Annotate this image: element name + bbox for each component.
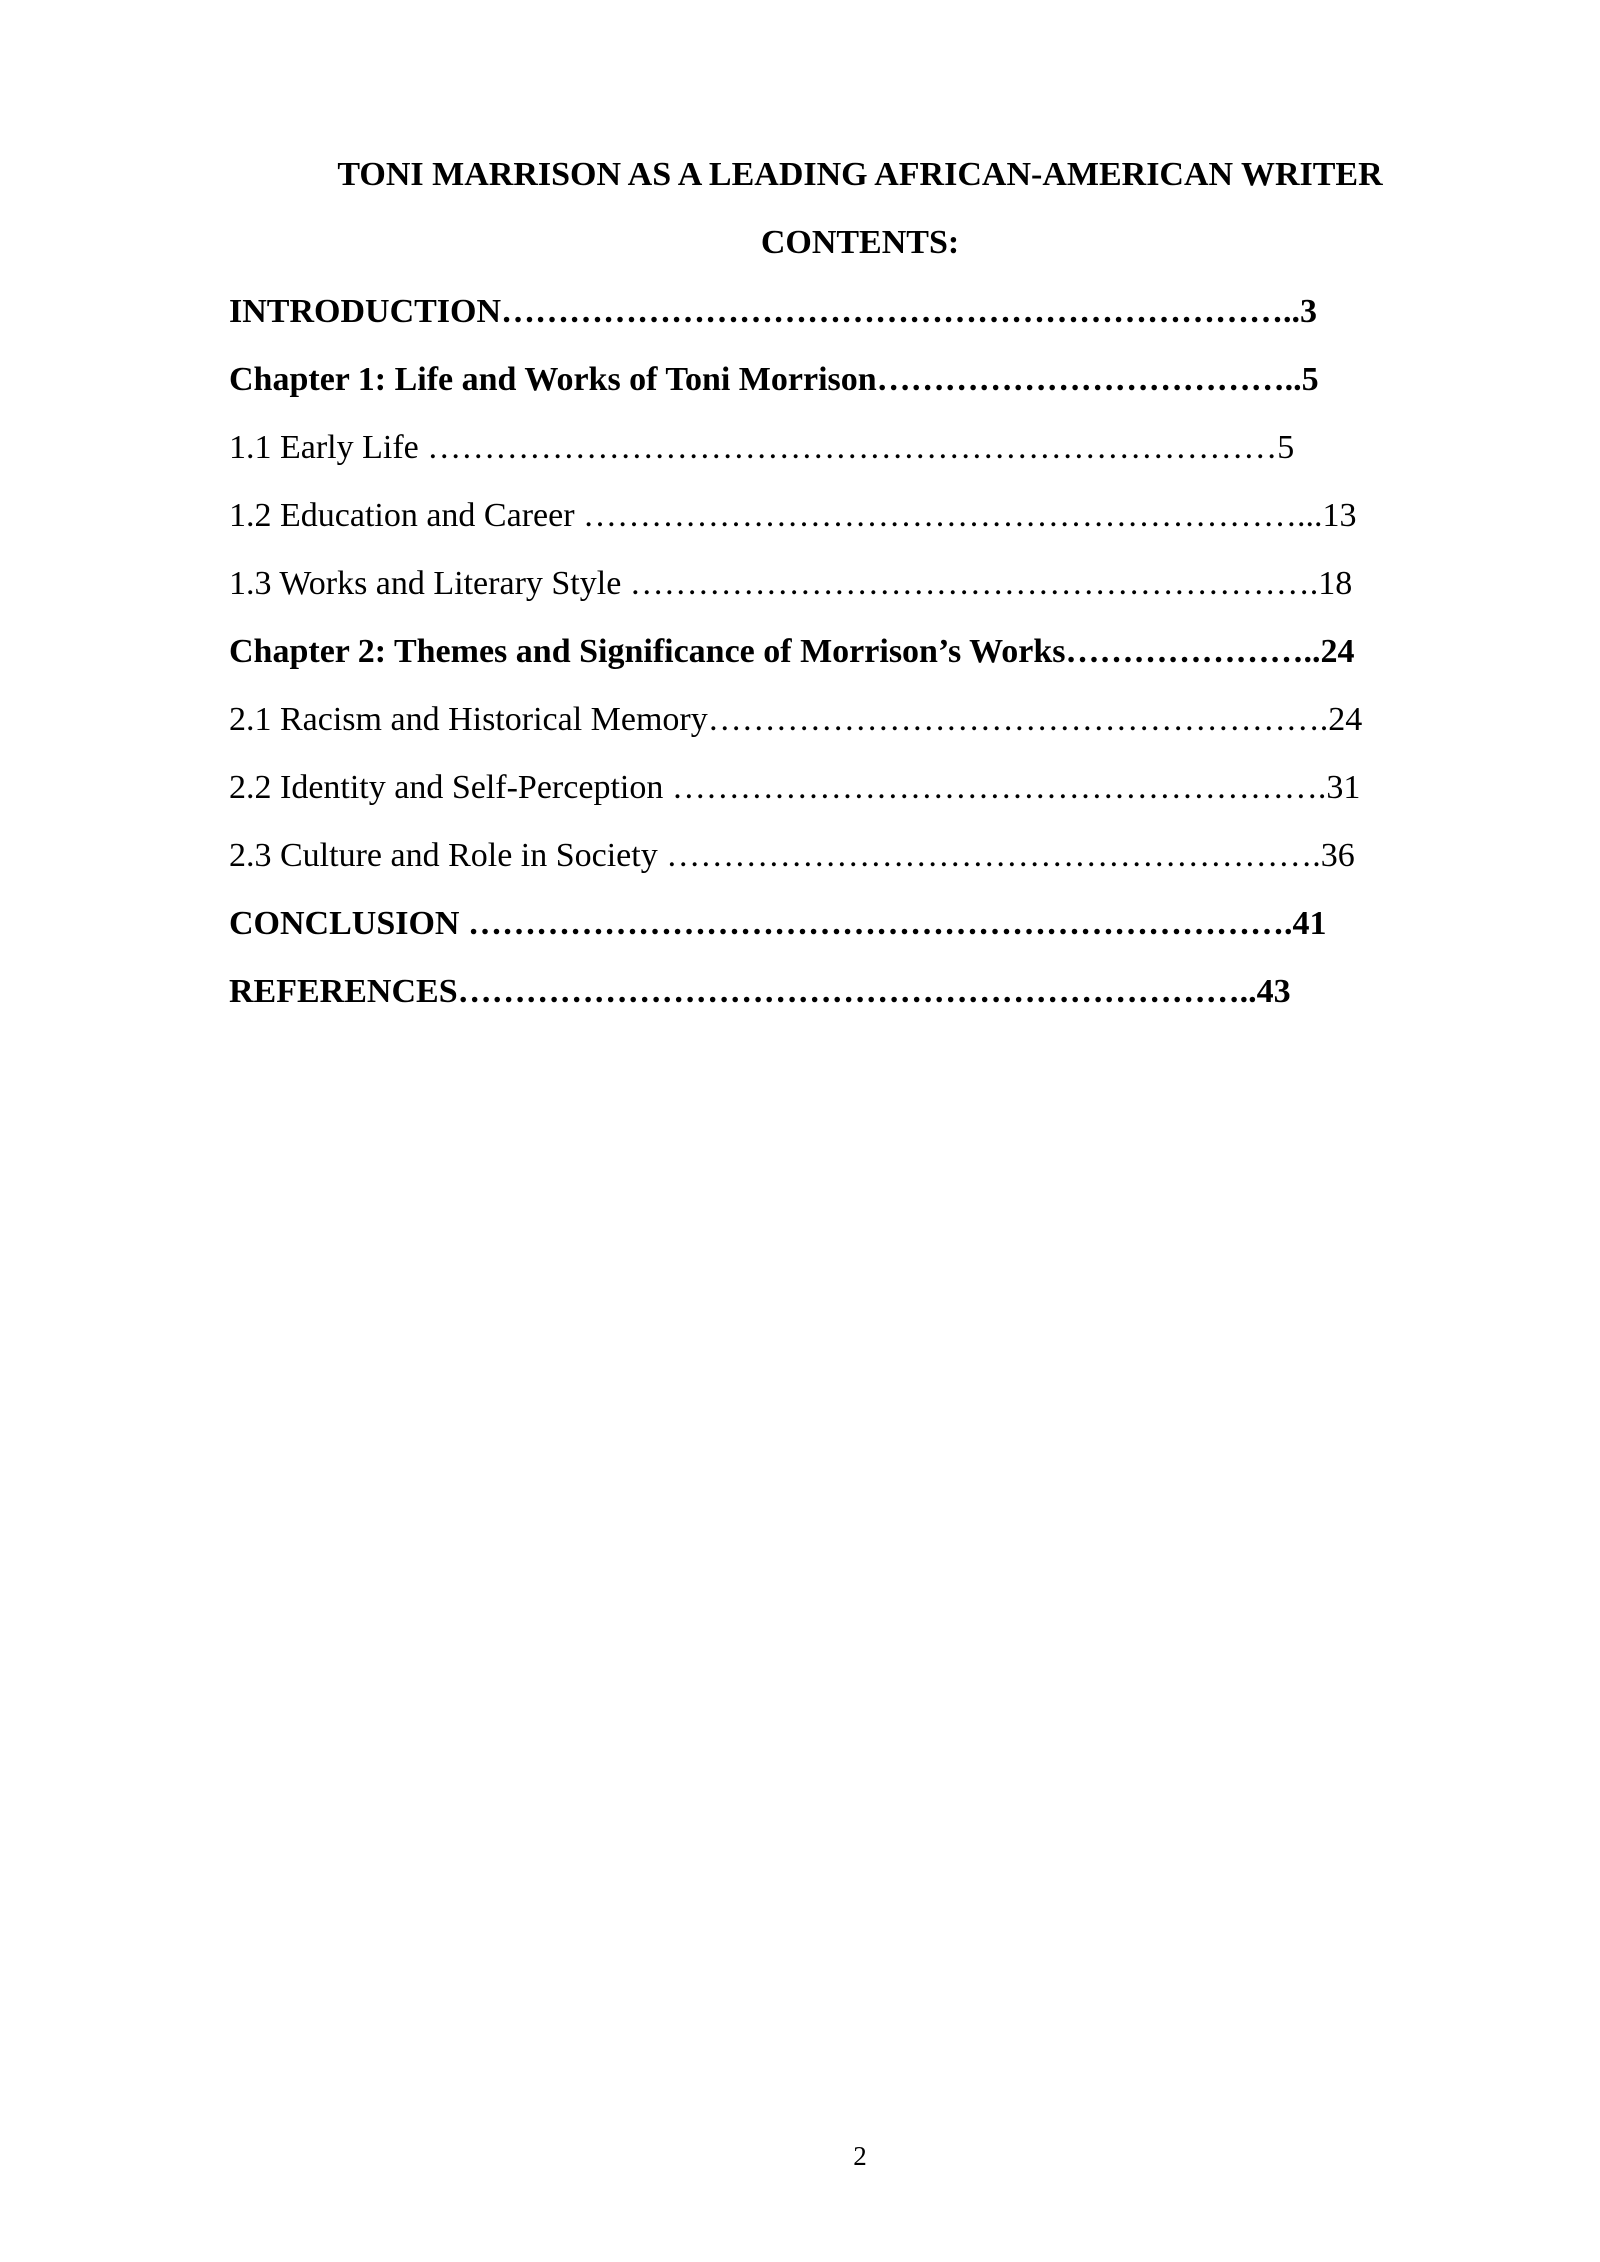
toc-entry-page: 31: [1326, 769, 1361, 806]
toc-entry-page: 13: [1322, 497, 1357, 534]
toc-entry-page: 18: [1318, 565, 1353, 602]
toc-entry-page: 24: [1328, 701, 1363, 738]
toc-entry-page: 36: [1320, 837, 1355, 874]
toc-entry-leader: …………………..: [1065, 633, 1321, 670]
toc-entry-label: 1.2 Education and Career: [229, 497, 584, 534]
toc-entry-2-3: [229, 836, 1355, 876]
toc-entry-1-1: [229, 428, 1294, 468]
toc-entry-page: 41: [1292, 905, 1327, 942]
toc-entry-label: CONCLUSION: [229, 905, 468, 942]
toc-entry-leader: ……………………………………………………………….: [467, 905, 1293, 942]
toc-entry-2-1: [229, 700, 1362, 740]
toc-entry-1-2: [229, 496, 1357, 536]
toc-entry-leader: …………………………………………………….: [629, 565, 1319, 602]
toc-entry-page: 24: [1320, 633, 1355, 670]
toc-entry-introduction: [229, 292, 1317, 332]
toc-entry-page: 43: [1256, 973, 1291, 1010]
toc-entry-leader: ………………………………………………….: [671, 769, 1327, 806]
toc-entry-leader: ………………………………………………….: [666, 837, 1321, 874]
toc-entry-page: 3: [1300, 293, 1318, 330]
toc-entry-conclusion: [229, 904, 1326, 944]
toc-entry-leader: ……………………………………………….: [707, 701, 1329, 738]
toc-entry-label: 1.1 Early Life: [229, 429, 428, 466]
toc-entry-leader: ………………………………………………………...: [583, 497, 1323, 534]
toc-entry-page: 5: [1277, 429, 1295, 466]
toc-entry-1-3: [229, 564, 1352, 604]
toc-entry-label: INTRODUCTION: [229, 293, 502, 330]
toc-entry-leader: ………………………………..: [876, 361, 1302, 398]
toc-entry-label: REFERENCES: [229, 973, 458, 1010]
toc-entry-2-2: [229, 768, 1360, 808]
toc-entry-label: 1.3 Works and Literary Style: [229, 565, 630, 602]
toc-entry-label: Chapter 1: Life and Works of Toni Morrison: [229, 361, 877, 398]
toc-entry-leader: …………………………………………………………………: [427, 429, 1278, 466]
toc-entry-references: [229, 972, 1291, 1012]
contents-heading: CONTENTS:: [760, 224, 960, 261]
toc-entry-leader: ……………………………………………………………..: [501, 293, 1301, 330]
toc-entry-leader: ……………………………………………………………..: [457, 973, 1257, 1010]
toc-entry-chapter-2: [229, 632, 1355, 672]
page-number: 2: [853, 2141, 867, 2171]
toc-entry-chapter-1: [229, 360, 1319, 400]
toc-entry-page: 5: [1301, 361, 1319, 398]
toc-entry-label: 2.2 Identity and Self-Perception: [229, 769, 672, 806]
document-title: TONI MARRISON AS A LEADING AFRICAN-AMERICAN WRITER: [337, 156, 1383, 193]
toc-entry-label: Chapter 2: Themes and Significance of Morrison’s Works: [229, 633, 1066, 670]
toc-entry-label: 2.3 Culture and Role in Society: [229, 837, 667, 874]
toc-entry-label: 2.1 Racism and Historical Memory: [229, 701, 708, 738]
